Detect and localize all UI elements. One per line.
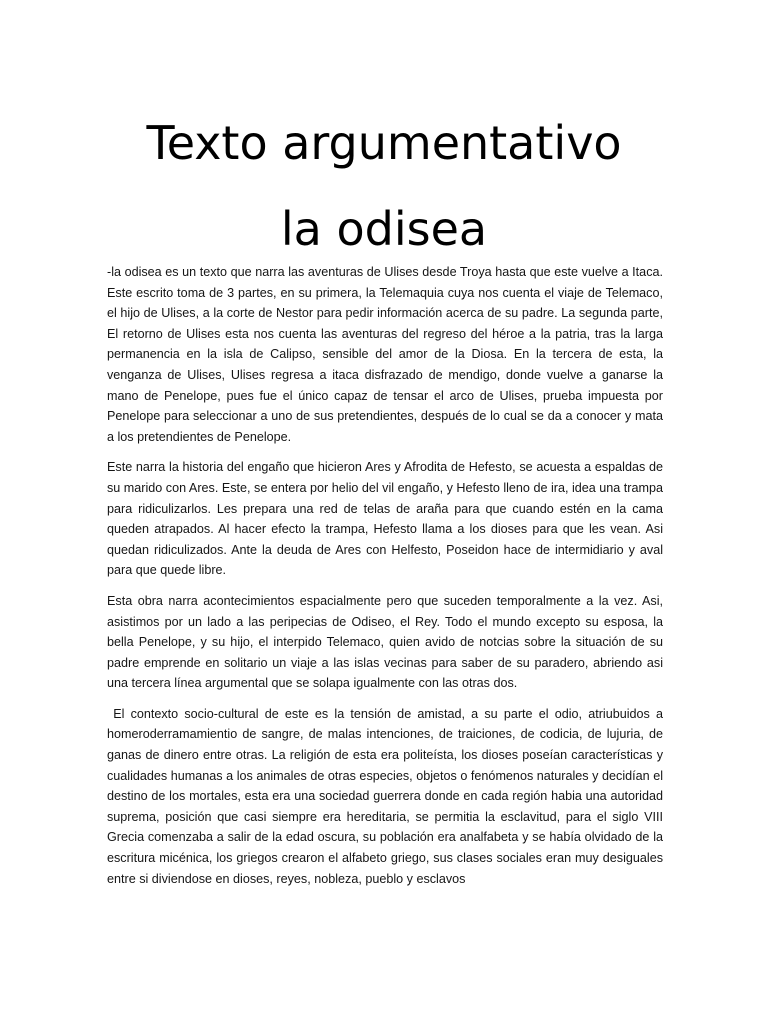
paragraph-1: -la odisea es un texto que narra las aventuras de Ulises desde Troya hasta que este vuelve a Itaca. Este escrito toma de 3 partes, en su primera, la Telemaquia cuya nos cuenta el viaje de Telemaco, el hijo de Ulises, a la corte de Nestor para pedir información acerca de su padre. La segunda parte, El retorno de Ulises esta nos cuenta las aventuras del regreso del héroe a la patria, tras la larga permanencia en la isla de Calipso, sensible del amor de la Diosa. En la tercera de esta, la venganza de Ulises, Ulises regresa a itaca disfrazado de mendigo, donde vuelve a ganarse la mano de Penelope, pues fue el único capaz de tensar el arco de Ulises, prueba impuesta por Penelope para seleccionar a uno de sus pretendientes, después de lo cual se da a conocer y mata a los pretendientes de Penelope. (107, 265, 663, 444)
body-text (107, 262, 667, 899)
page-title-line-2: la odisea (280, 202, 488, 256)
paragraph-3: Esta obra narra acontecimientos espacialmente pero que suceden temporalmente a la vez. Asi, asistimos por un lado a las peripecias de Odiseo, el Rey. Todo el mundo excepto su esposa, la bella Penelope, y su hijo, el interpido Telemaco, quien avido de notcias sobre la situación de su padre emprende en solitario un viaje a las islas vecinas para saber de su paradero, abriendo asi una tercera línea argumental que se solapa igualmente con las otras dos. (107, 593, 663, 691)
title-block (0, 100, 768, 272)
page-title-line-1: Texto argumentativo (146, 116, 622, 170)
paragraph-2: Este narra la historia del engaño que hicieron Ares y Afrodita de Hefesto, se acuesta a espaldas de su marido con Ares. Este, se entera por helio del vil engaño, y Hefesto lleno de ira, idea una trampa para ridiculizarlos. Les prepara una red de telas de araña para que cuando estén en la cama queden atrapados. Al hacer efecto la trampa, Hefesto llama a los dioses para que les vean. Asi quedan ridiculizados. Ante la deuda de Ares con Helfesto, Poseidon hace de intermidiario y aval para que quede libre. (107, 460, 663, 578)
paragraph-4: El contexto socio-cultural de este es la tensión de amistad, a su parte el odio, atriubuidos a homeroderramamientio de sangre, de malas intenciones, de traiciones, de codicia, de lujuria, de ganas de dinero entre otras. La religión de esta era politeísta, los dioses poseían características y cualidades humanas a los animales de otras especies, objetos o fenómenos naturales y decidían el destino de los mortales, esta era una sociedad guerrera donde en cada región habia una autoridad suprema, posición que casi siempre era hereditaria, se permitia la esclavitud, para el siglo VIII Grecia comenzaba a salir de la edad oscura, su población era analfabeta y se había olvidado de la escritura micénica, los griegos crearon el alfabeto griego, sus clases sociales eran muy desiguales entre si diviendose en dioses, reyes, nobleza, pueblo y esclavos (107, 706, 667, 886)
